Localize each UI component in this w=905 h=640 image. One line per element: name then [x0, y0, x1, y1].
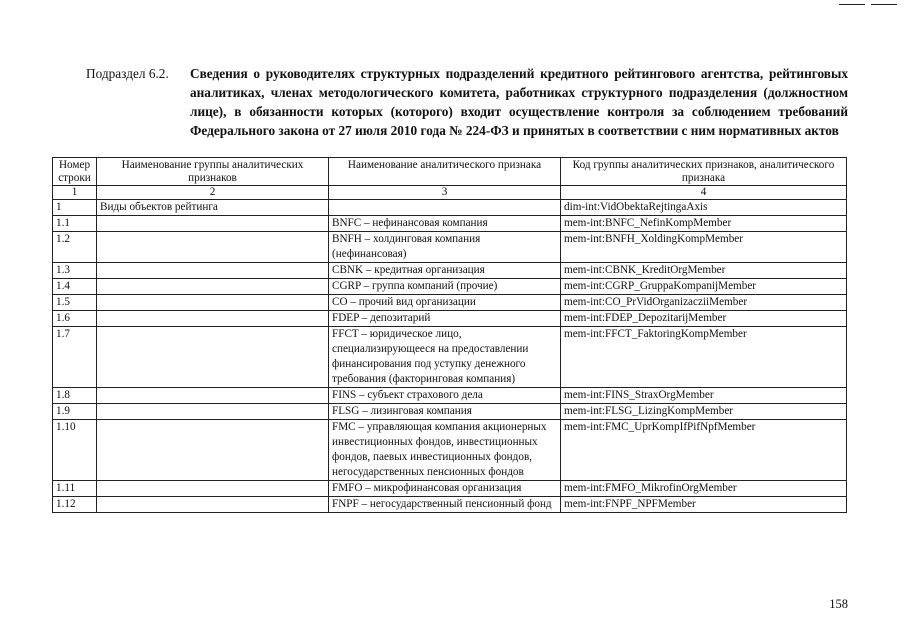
table-row	[53, 388, 847, 404]
column-number: 3	[329, 186, 561, 200]
group-name	[97, 497, 329, 513]
group-name	[97, 216, 329, 232]
feature-code: mem-int:BNFC_NefinKompMember	[561, 216, 847, 232]
subsection-title: Сведения о руководителях структурных подразделений кредитного рейтингового агентства, рейтинговых аналитиках, членах методологического комитета, работниках структурного подразделения (должностном лице), в обязанности которых (которого) входит осуществление контроля за соблюдением требований Федерального закона от 27 июля 2010 года № 224-ФЗ и принятых в соответствии с ним нормативных актов	[190, 66, 848, 138]
subsection-heading	[86, 64, 848, 140]
group-name	[97, 327, 329, 388]
row-number: 1.2	[53, 232, 97, 263]
row-number: 1.5	[53, 295, 97, 311]
subsection-number: Подраздел 6.2.	[86, 66, 169, 81]
edge-mark	[871, 4, 897, 5]
table-row	[53, 497, 847, 513]
group-name	[97, 404, 329, 420]
group-name: Виды объектов рейтинга	[97, 200, 329, 216]
column-number: 4	[561, 186, 847, 200]
feature-name: FMFO – микрофинансовая организация	[329, 481, 561, 497]
row-number: 1.10	[53, 420, 97, 481]
row-number: 1	[53, 200, 97, 216]
feature-code: mem-int:CGRP_GruppaKompanijMember	[561, 279, 847, 295]
feature-name: FDEP – депозитарий	[329, 311, 561, 327]
feature-code: mem-int:FMC_UprKompIfPifNpfMember	[561, 420, 847, 481]
table-row	[53, 481, 847, 497]
column-number: 1	[53, 186, 97, 200]
header-group-name: Наименование группы аналитических признаков	[97, 158, 329, 186]
table-row	[53, 404, 847, 420]
row-number: 1.12	[53, 497, 97, 513]
feature-name: BNFC – нефинансовая компания	[329, 216, 561, 232]
feature-code: mem-int:FFCT_FaktoringKompMember	[561, 327, 847, 388]
row-number: 1.8	[53, 388, 97, 404]
feature-code: mem-int:FMFO_MikrofinOrgMember	[561, 481, 847, 497]
feature-name: FINS – субъект страхового дела	[329, 388, 561, 404]
group-name	[97, 232, 329, 263]
feature-name	[329, 200, 561, 216]
feature-name: FMC – управляющая компания акционерных инвестиционных фондов, инвестиционных фондов, паевых инвестиционных фондов, негосударственных пенсионных фондов	[329, 420, 561, 481]
column-number: 2	[97, 186, 329, 200]
feature-name: CBNK – кредитная организация	[329, 263, 561, 279]
row-number: 1.9	[53, 404, 97, 420]
feature-code: mem-int:FDEP_DepozitarijMember	[561, 311, 847, 327]
table-row	[53, 311, 847, 327]
header-feature-name: Наименование аналитического признака	[329, 158, 561, 186]
group-name	[97, 263, 329, 279]
table-row	[53, 420, 847, 481]
feature-code: mem-int:FNPF_NPFMember	[561, 497, 847, 513]
header-row-number: Номер строки	[53, 158, 97, 186]
feature-name: CO – прочий вид организации	[329, 295, 561, 311]
feature-name: BNFH – холдинговая компания (нефинансовая)	[329, 232, 561, 263]
table-row	[53, 232, 847, 263]
feature-name: FNPF – негосударственный пенсионный фонд	[329, 497, 561, 513]
group-name	[97, 279, 329, 295]
feature-code: dim-int:VidObektaRejtingaAxis	[561, 200, 847, 216]
feature-code: mem-int:CO_PrVidOrganizacziiMember	[561, 295, 847, 311]
feature-code: mem-int:FINS_StraxOrgMember	[561, 388, 847, 404]
analytic-features-table	[52, 157, 847, 513]
feature-name: CGRP – группа компаний (прочие)	[329, 279, 561, 295]
table-row	[53, 200, 847, 216]
row-number: 1.1	[53, 216, 97, 232]
row-number: 1.3	[53, 263, 97, 279]
table-header-row	[53, 158, 847, 186]
column-number-row	[53, 186, 847, 200]
feature-code: mem-int:FLSG_LizingKompMember	[561, 404, 847, 420]
row-number: 1.11	[53, 481, 97, 497]
table-row	[53, 263, 847, 279]
table-row	[53, 295, 847, 311]
group-name	[97, 311, 329, 327]
row-number: 1.7	[53, 327, 97, 388]
group-name	[97, 481, 329, 497]
group-name	[97, 388, 329, 404]
group-name	[97, 295, 329, 311]
feature-name: FFCT – юридическое лицо, специализирующееся на предоставлении финансирования под уступку денежного требования (факторинговая компания)	[329, 327, 561, 388]
table-row	[53, 216, 847, 232]
table-row	[53, 279, 847, 295]
group-name	[97, 420, 329, 481]
row-number: 1.4	[53, 279, 97, 295]
feature-name: FLSG – лизинговая компания	[329, 404, 561, 420]
page-number: 158	[829, 597, 848, 611]
feature-code: mem-int:BNFH_XoldingKompMember	[561, 232, 847, 263]
row-number: 1.6	[53, 311, 97, 327]
top-edge-marks	[839, 4, 897, 5]
edge-mark	[839, 4, 865, 5]
table-row	[53, 327, 847, 388]
header-code: Код группы аналитических признаков, аналитического признака	[561, 158, 847, 186]
feature-code: mem-int:CBNK_KreditOrgMember	[561, 263, 847, 279]
